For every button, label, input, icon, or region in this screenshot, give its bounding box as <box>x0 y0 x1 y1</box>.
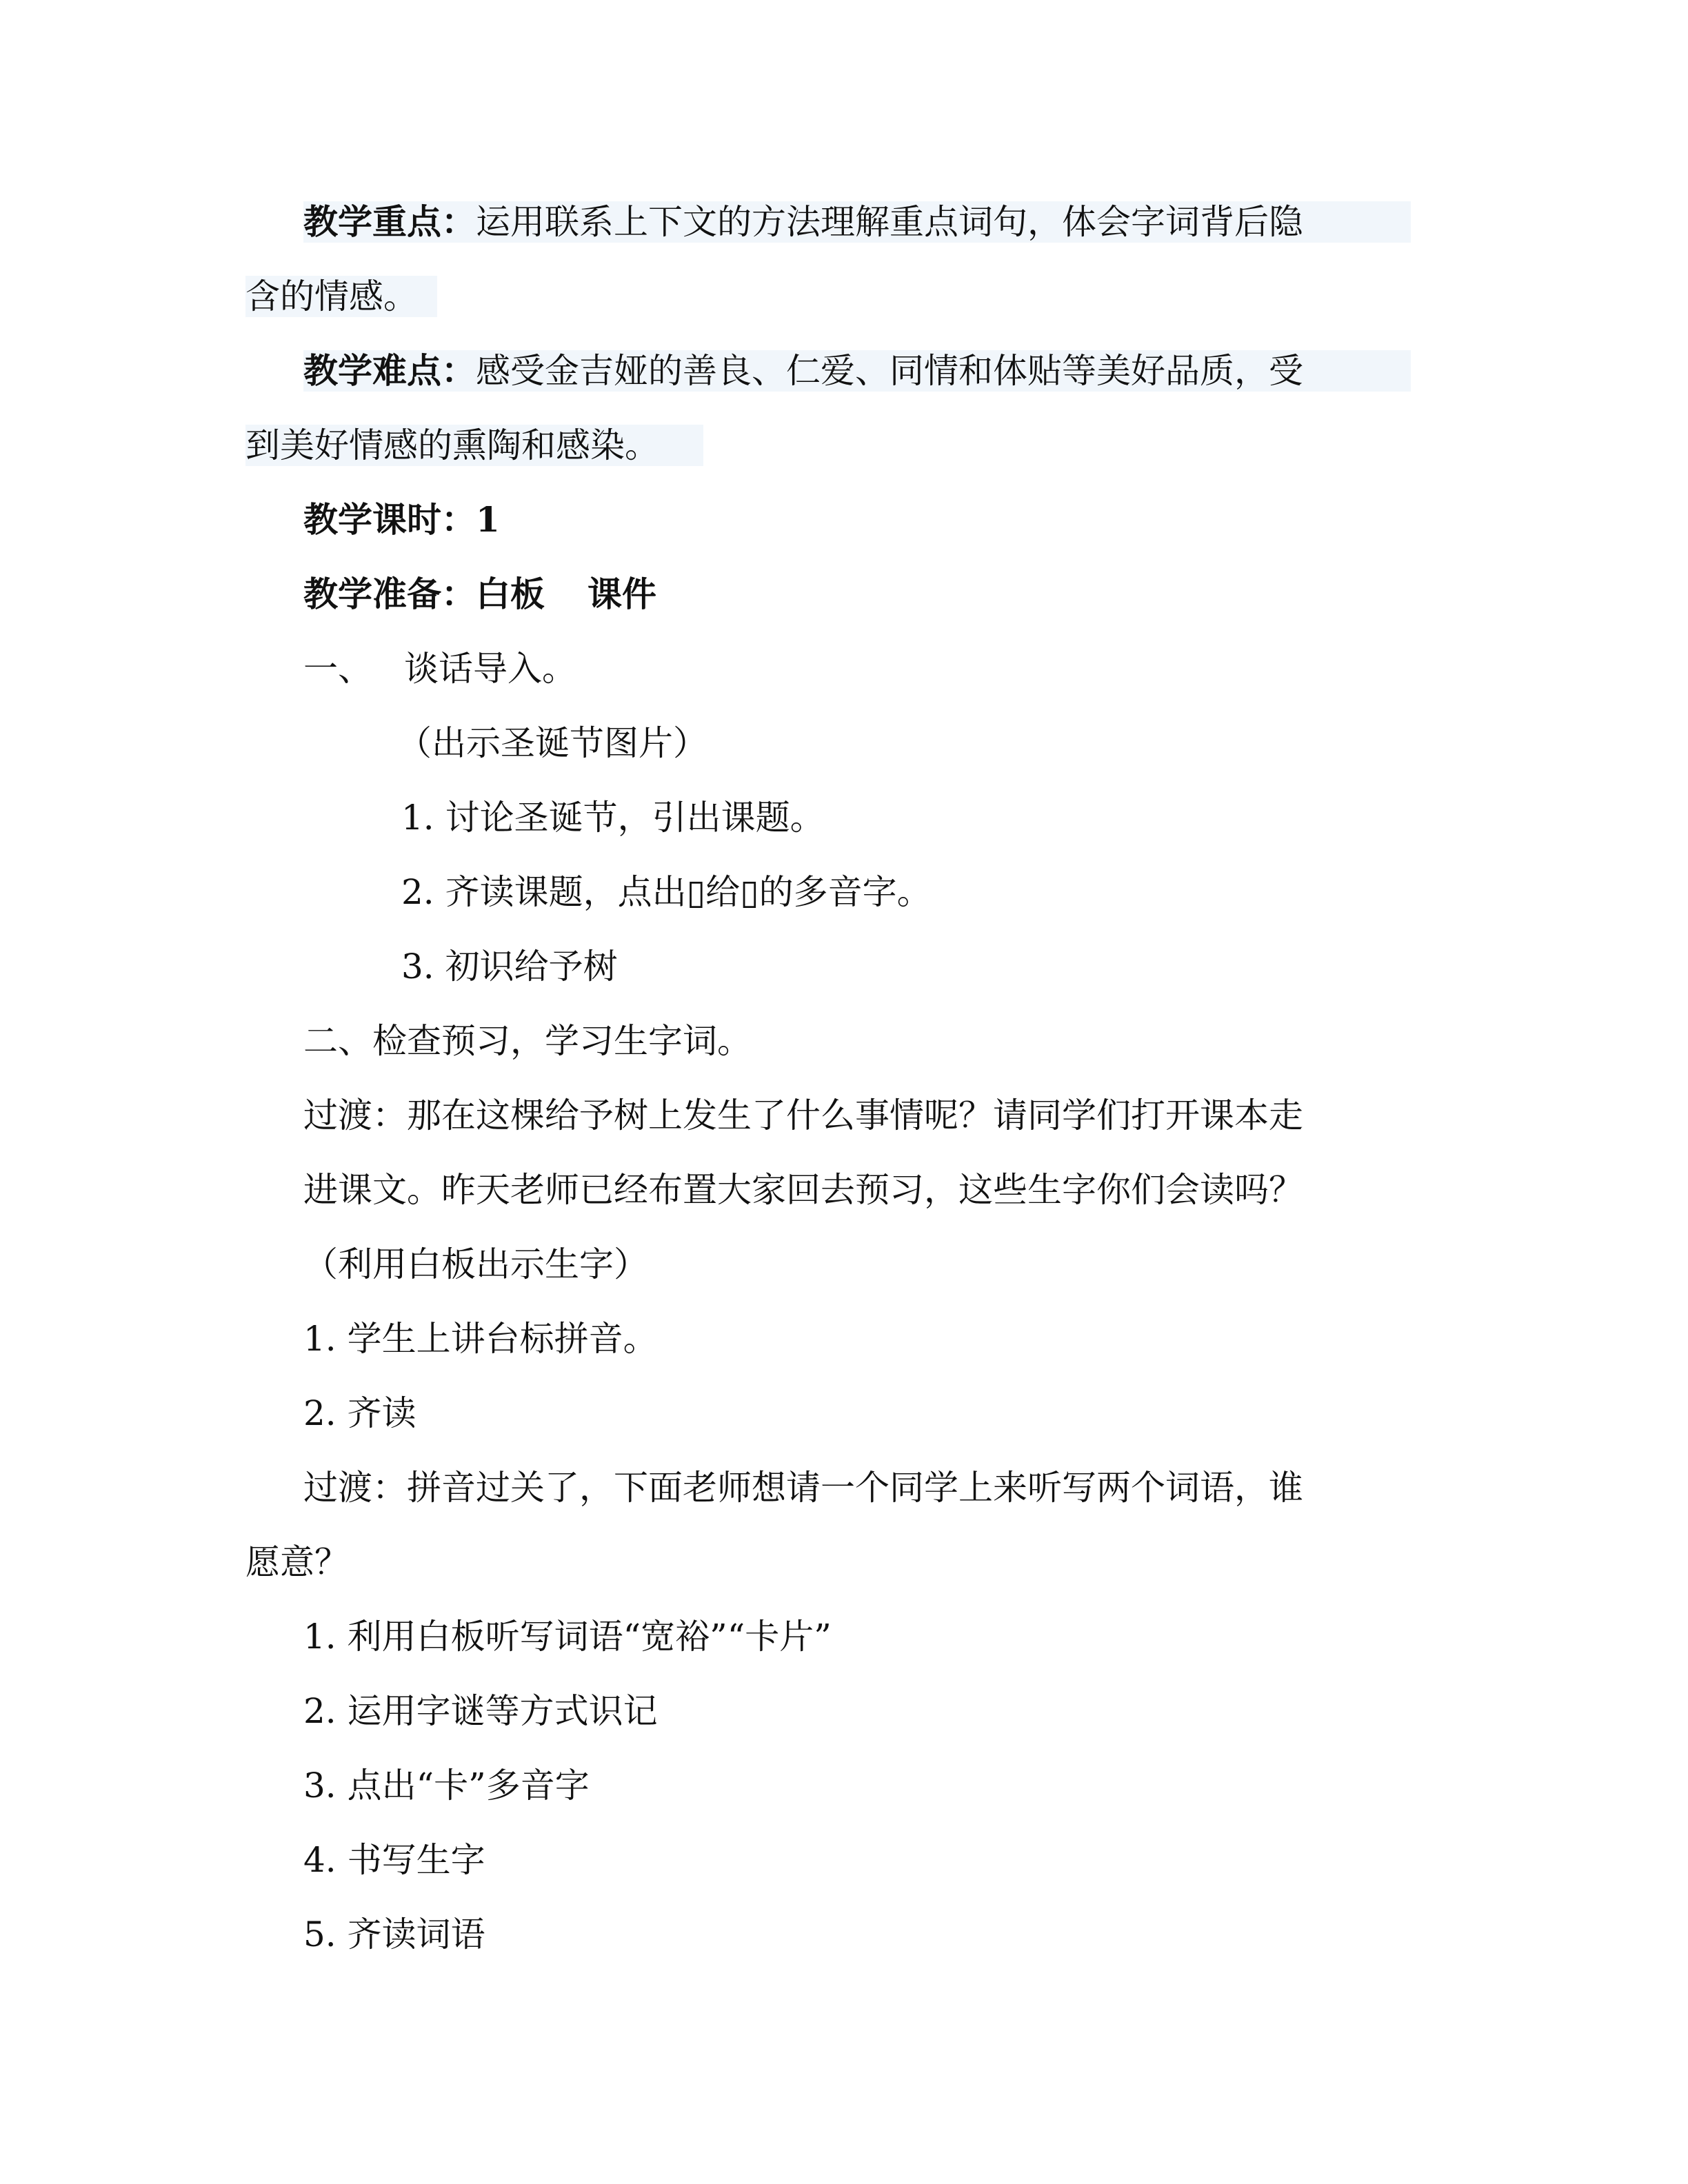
transition2-line-2: 愿意？ <box>245 1542 349 1582</box>
section2-step-b4: 4. 书写生字 <box>303 1840 485 1880</box>
section1-heading-text: 谈话导入。 <box>404 649 576 689</box>
focus-text-1: 运用联系上下文的方法理解重点词句，体会字词背后隐 <box>476 202 1303 242</box>
difficulty-text-2: 到美好情感的熏陶和感染。 <box>245 425 659 465</box>
section1-heading-num: 一、 <box>303 649 372 689</box>
transition2-line-1: 过渡：拼音过关了，下面老师想请一个同学上来听写两个词语，谁 <box>303 1468 1303 1508</box>
focus-label: 教学重点： <box>303 201 476 242</box>
hours-line <box>303 499 500 540</box>
difficulty-text-1: 感受金吉娅的善良、仁爱、同情和体贴等美好品质，受 <box>476 351 1303 391</box>
transition1-line-1: 过渡：那在这棵给予树上发生了什么事情呢？请同学们打开课本走 <box>303 1095 1303 1135</box>
transition1-line-2: 进课文。昨天老师已经布置大家回去预习，这些生字你们会读吗？ <box>303 1170 1303 1210</box>
difficulty-label: 教学难点： <box>303 350 476 391</box>
prep-item-whiteboard: 白板 <box>476 574 545 614</box>
section1-step-3: 3. 初识给予树 <box>401 947 618 987</box>
section1-note: （出示圣诞节图片） <box>397 723 707 763</box>
transition1-line-3: （利用白板出示生字） <box>303 1244 648 1284</box>
difficulty-line-2 <box>245 425 703 466</box>
focus-line-1 <box>303 201 1411 243</box>
prep-line <box>303 574 656 615</box>
section1-step-2: 2. 齐读课题，点出▯给▯的多音字。 <box>401 872 932 912</box>
difficulty-line-1 <box>303 350 1411 392</box>
section2-step-b3: 3. 点出“卡”多音字 <box>303 1766 590 1806</box>
focus-text-2: 含的情感。 <box>245 276 418 316</box>
section2-step-a1: 1. 学生上讲台标拼音。 <box>303 1319 658 1359</box>
focus-line-2 <box>245 276 437 317</box>
section2-step-b1: 1. 利用白板听写词语“宽裕”“卡片” <box>303 1617 832 1657</box>
hours-value: 1 <box>476 499 500 540</box>
prep-label: 教学准备： <box>303 574 476 614</box>
section2-step-a2: 2. 齐读 <box>303 1393 416 1433</box>
prep-item-courseware: 课件 <box>587 574 656 614</box>
section2-heading: 二、检查预习，学习生字词。 <box>303 1021 752 1061</box>
section2-step-b2: 2. 运用字谜等方式识记 <box>303 1691 658 1731</box>
hours-label: 教学课时： <box>303 499 476 540</box>
section1-heading <box>303 648 576 689</box>
section1-step-1: 1. 讨论圣诞节，引出课题。 <box>401 798 825 838</box>
section2-step-b5: 5. 齐读词语 <box>303 1914 485 1954</box>
